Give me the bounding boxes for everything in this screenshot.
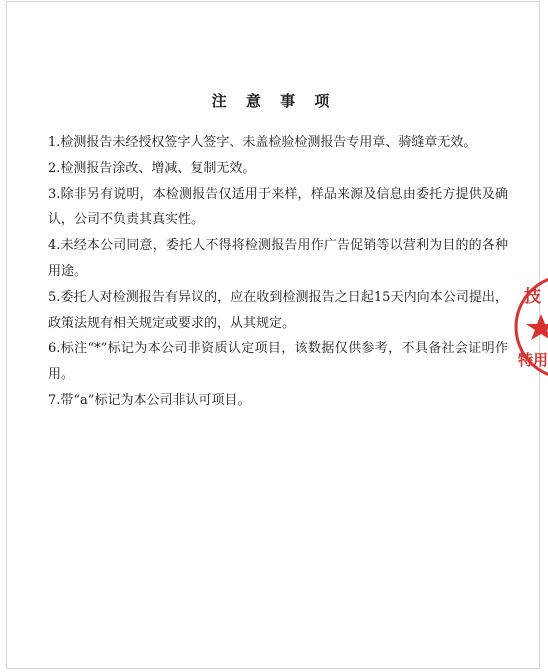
- seal-text-top: 技: [524, 287, 541, 307]
- official-seal: [512, 272, 548, 382]
- note-text: 标注“*”标记为本公司非资质认定项目，该数据仅供参考，不具备社会证明作用。: [48, 341, 508, 383]
- note-number: 6.: [48, 341, 61, 357]
- note-number: 7.: [48, 392, 61, 408]
- notes-list: [48, 130, 508, 414]
- note-number: 3.: [48, 186, 61, 202]
- note-item: [48, 233, 508, 285]
- note-item: [48, 130, 508, 156]
- seal-stamp-icon: [512, 272, 548, 382]
- note-number: 5.: [48, 289, 61, 305]
- seal-text-bottom: 特用: [518, 351, 548, 369]
- page-title: 注 意 事 项: [211, 92, 337, 110]
- note-text: 委托人对检测报告有异议的，应在收到检测报告之日起15天内向本公司提出，政策法规有相关规定或要求的，从其规定。: [48, 289, 508, 331]
- note-number: 4.: [48, 238, 61, 254]
- seal-star-icon: [526, 314, 548, 340]
- note-item: [48, 285, 508, 337]
- note-item: [48, 182, 508, 234]
- note-item: [48, 388, 508, 414]
- note-text: 检测报告涂改、增减、复制无效。: [60, 160, 256, 176]
- note-number: 1.: [48, 135, 61, 150]
- note-item: [48, 336, 508, 388]
- note-text: 检测报告未经授权签字人签字、未盖检验检测报告专用章、骑缝章无效。: [60, 135, 477, 150]
- note-number: 2.: [48, 160, 61, 176]
- note-text: 带“a”标记为本公司非认可项目。: [60, 392, 251, 408]
- note-item: [48, 156, 508, 182]
- note-text: 除非另有说明，本检测报告仅适用于来样，样品来源及信息由委托方提供及确认，公司不负责其真实性。: [48, 186, 508, 228]
- note-text: 未经本公司同意，委托人不得将检测报告用作广告促销等以营利为目的的各种用途。: [48, 238, 508, 279]
